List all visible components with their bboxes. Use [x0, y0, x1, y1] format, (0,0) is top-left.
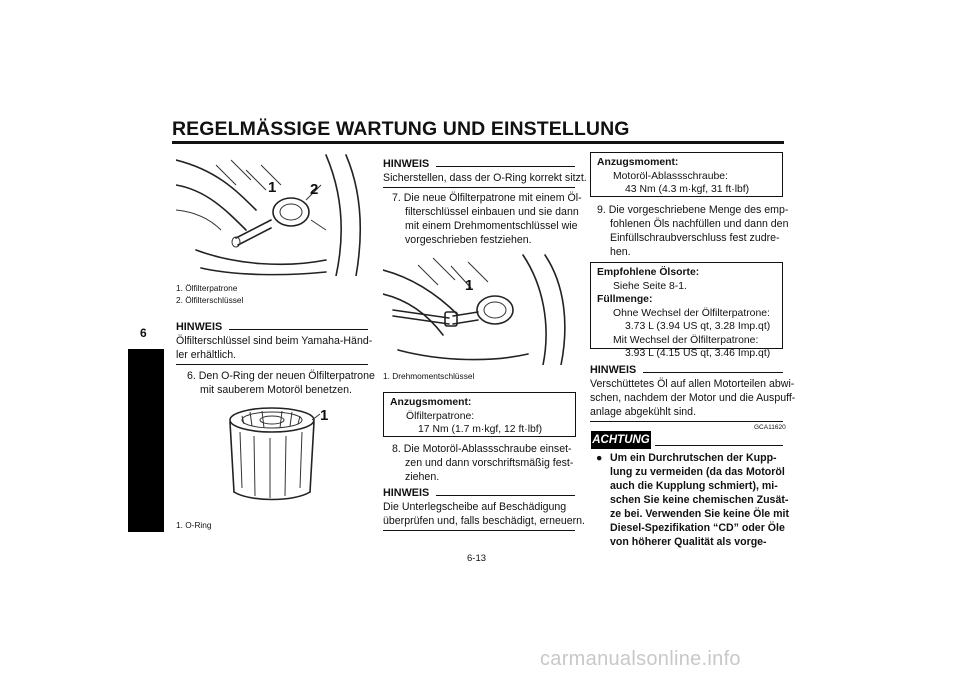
hinweis-rule — [436, 166, 575, 167]
torque-box-title: Anzugsmoment: — [597, 157, 679, 168]
hinweis-text-line: Verschüttetes Öl auf allen Motorteilen abwi- — [590, 378, 795, 390]
fig3-label-1: 1 — [465, 277, 474, 294]
page-title: REGELMÄSSIGE WARTUNG UND EINSTELLUNG — [172, 118, 630, 140]
oil-spec-box — [590, 262, 783, 359]
fig1-caption-1: 1. Ölfilterpatrone — [176, 283, 238, 293]
step-7-line: 7. Die neue Ölfilterpatrone mit einem Öl- — [392, 192, 582, 204]
step-7-line: filterschlüssel einbauen und sie dann — [405, 206, 579, 218]
section-rule — [176, 364, 368, 365]
step-9-line: 9. Die vorgeschriebene Menge des emp- — [597, 204, 789, 216]
torque-box-title: Anzugsmoment: — [390, 397, 472, 408]
fig2-caption: 1. O-Ring — [176, 520, 212, 530]
hinweis-text-line: ler erhältlich. — [176, 349, 237, 361]
step-6-line: 6. Den O-Ring der neuen Ölfilterpatrone — [187, 370, 375, 382]
oil-box-title: Empfohlene Ölsorte: — [597, 267, 700, 278]
achtung-label: ACHTUNG — [591, 431, 651, 449]
torque-box-line: 17 Nm (1.7 m·kgf, 12 ft·lbf) — [418, 424, 543, 435]
torque-wrench-illustration — [383, 250, 575, 365]
oil-box-line: Ohne Wechsel der Ölfilterpatrone: — [613, 307, 770, 319]
fig1-label-1: 1 — [268, 179, 277, 196]
fig2-label-1: 1 — [320, 407, 329, 424]
step-9-line: Einfüllschraubverschluss fest zudre- — [610, 232, 780, 244]
hinweis-text: Sicherstellen, dass der O-Ring korrekt sitzt. — [383, 172, 587, 184]
torque-box-line: Motoröl-Ablassschraube: — [613, 170, 728, 182]
step-7-line: mit einem Drehmomentschlüssel wie — [405, 220, 578, 232]
fig1-caption-2: 2. Ölfilterschlüssel — [176, 295, 244, 305]
chapter-number: 6 — [140, 326, 147, 340]
hinweis-text-line: Die Unterlegscheibe auf Beschädigung — [383, 501, 567, 513]
step-9-line: hen. — [610, 246, 631, 258]
hinweis-text-line: anlage abgekühlt sind. — [590, 406, 697, 418]
chapter-tab — [128, 349, 164, 532]
torque-spec-box — [590, 152, 783, 197]
hinweis-rule — [643, 372, 783, 373]
hinweis-rule — [229, 329, 368, 330]
section-rule — [590, 421, 783, 422]
hinweis-text-line: Ölfilterschlüssel sind beim Yamaha-Händ- — [176, 335, 373, 347]
achtung-line: Um ein Durchrutschen der Kupp- — [610, 452, 777, 464]
oil-box-line: Siehe Seite 8-1. — [613, 280, 687, 292]
step-8-line: ziehen. — [405, 471, 440, 483]
torque-spec-box — [383, 392, 576, 437]
achtung-line: lung zu vermeiden (da das Motoröl — [610, 466, 785, 478]
achtung-line: von höherer Qualität als vorge- — [610, 536, 767, 548]
o-ring-filter-illustration — [220, 402, 360, 517]
section-rule — [383, 187, 575, 188]
hinweis-text-line: überprüfen und, falls beschädigt, erneuern. — [383, 515, 586, 527]
oil-filter-illustration — [176, 150, 368, 276]
hinweis-heading: HINWEIS — [176, 321, 223, 333]
title-rule — [172, 141, 784, 144]
torque-box-line: Ölfilterpatrone: — [406, 410, 475, 422]
reference-code: GCA11620 — [754, 424, 786, 431]
achtung-line: auch die Kupplung schmiert), mi- — [610, 480, 778, 492]
oil-box-line: 3.73 L (3.94 US qt, 3.28 Imp.qt) — [625, 321, 771, 332]
hinweis-text-line: schen, nachdem der Motor und die Auspuff- — [590, 392, 796, 404]
hinweis-rule — [436, 495, 575, 496]
oil-box-title: Füllmenge: — [597, 294, 653, 305]
achtung-line: ze bei. Verwenden Sie keine Öle mit — [610, 508, 789, 520]
step-6-line: mit sauberem Motoröl benetzen. — [200, 384, 352, 396]
achtung-rule — [655, 445, 783, 446]
step-8-line: zen und dann vorschriftsmäßig fest- — [405, 457, 574, 469]
fig3-caption: 1. Drehmomentschlüssel — [383, 371, 475, 381]
page-number: 6-13 — [467, 553, 487, 564]
oil-box-line: 3.93 L (4.15 US qt, 3.46 Imp.qt) — [625, 348, 771, 359]
achtung-line: schen Sie keine chemischen Zusät- — [610, 494, 789, 506]
achtung-line: Diesel-Spezifikation “CD” oder Öle — [610, 522, 785, 534]
step-7-line: vorgeschrieben festziehen. — [405, 234, 532, 246]
oil-box-line: Mit Wechsel der Ölfilterpatrone: — [613, 334, 759, 346]
hinweis-heading: HINWEIS — [383, 487, 430, 499]
fig1-label-2: 2 — [310, 181, 319, 198]
step-9-line: fohlenen Öls nachfüllen und dann den — [610, 218, 789, 230]
torque-box-line: 43 Nm (4.3 m·kgf, 31 ft·lbf) — [625, 184, 750, 195]
section-rule — [383, 530, 575, 531]
watermark: carmanualsonline.info — [540, 648, 741, 670]
step-8-line: 8. Die Motoröl-Ablassschraube einset- — [392, 443, 572, 455]
hinweis-heading: HINWEIS — [383, 158, 430, 170]
hinweis-heading: HINWEIS — [590, 364, 637, 376]
bullet-icon: ● — [596, 452, 603, 464]
